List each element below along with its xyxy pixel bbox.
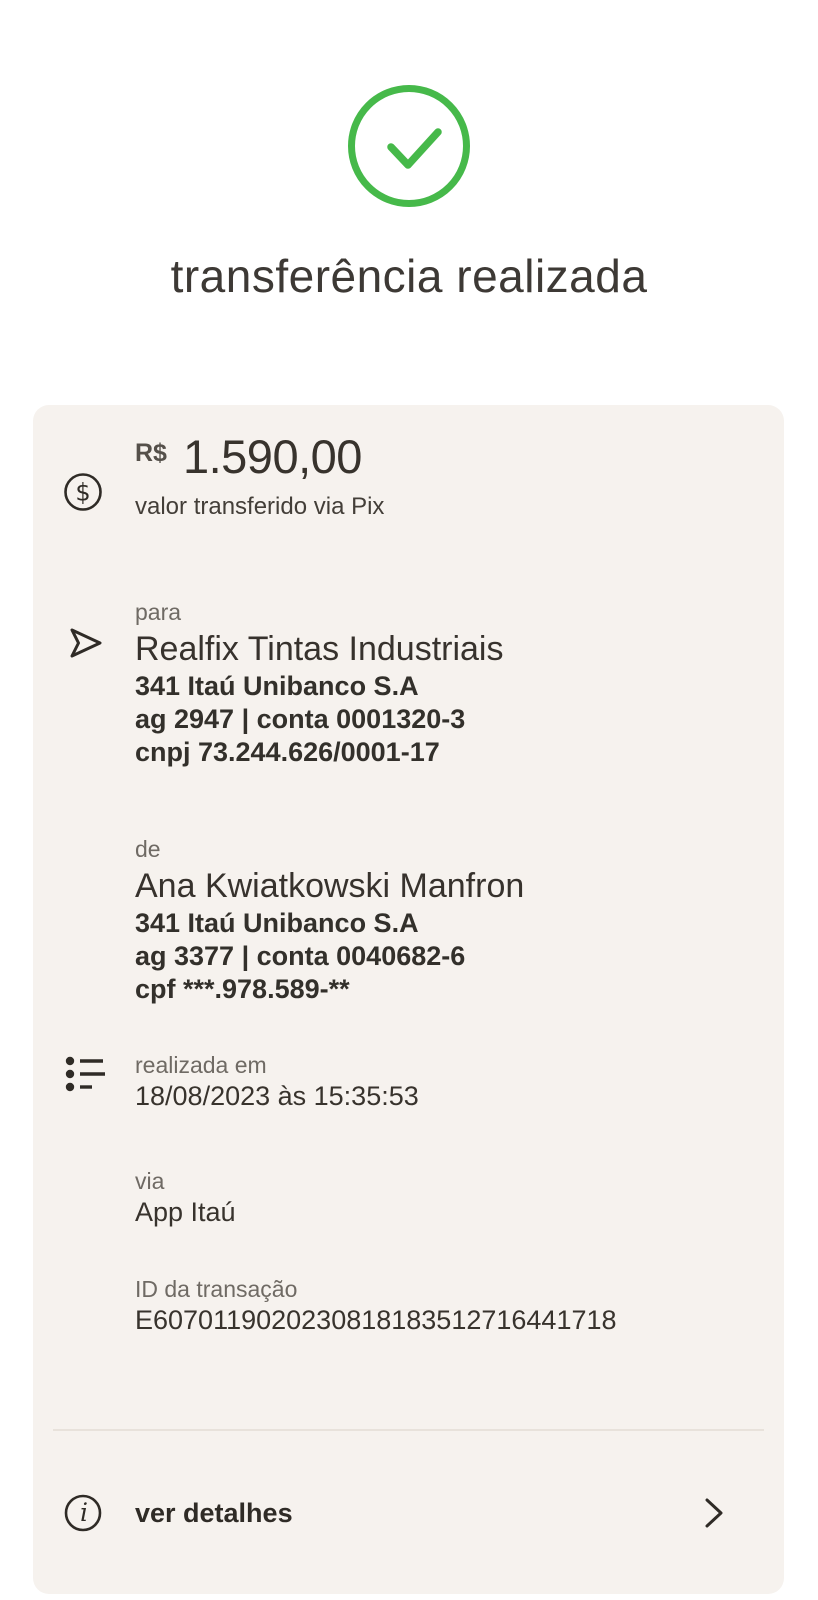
sender-account: ag 3377 | conta 0040682-6 — [135, 941, 466, 971]
currency-label: R$ — [135, 439, 167, 467]
recipient-label: para — [135, 599, 182, 625]
view-details-button[interactable] — [63, 1481, 754, 1545]
sender-name: Ana Kwiatkowski Manfron — [135, 867, 525, 905]
datetime-label: realizada em — [135, 1052, 267, 1078]
sender-document: cpf ***.978.589-** — [135, 974, 350, 1004]
amount-value: 1.590,00 — [182, 430, 362, 483]
recipient-bank: 341 Itaú Unibanco S.A — [135, 671, 419, 701]
info-circle-icon — [63, 1493, 103, 1533]
receipt-card — [33, 405, 784, 1594]
channel-label: via — [135, 1168, 165, 1194]
datetime-value: 18/08/2023 às 15:35:53 — [135, 1081, 419, 1111]
sender-section — [135, 835, 524, 1006]
money-circle-icon — [62, 471, 104, 513]
datetime-section — [135, 1051, 419, 1113]
recipient-name: Realfix Tintas Industriais — [135, 630, 504, 668]
svg-text:i: i — [80, 1498, 88, 1527]
success-check-icon — [347, 84, 471, 208]
page-title: transferência realizada — [170, 250, 648, 302]
view-details-label: ver detalhes — [135, 1497, 293, 1528]
send-plane-icon — [60, 619, 108, 667]
transaction-id-section — [135, 1275, 617, 1337]
recipient-document: cnpj 73.244.626/0001-17 — [135, 737, 440, 767]
bullet-list-icon — [63, 1053, 107, 1097]
channel-section — [135, 1167, 236, 1229]
amount-caption: valor transferido via Pix — [135, 493, 385, 520]
sender-bank: 341 Itaú Unibanco S.A — [135, 908, 419, 938]
sender-label: de — [135, 836, 161, 862]
channel-value: App Itaú — [135, 1197, 236, 1227]
svg-text:$: $ — [75, 478, 91, 507]
transaction-id-label: ID da transação — [135, 1276, 298, 1302]
recipient-account: ag 2947 | conta 0001320-3 — [135, 704, 466, 734]
amount-section — [135, 431, 384, 521]
divider — [53, 1429, 764, 1431]
recipient-section — [135, 598, 504, 769]
chevron-right-icon — [703, 1495, 725, 1531]
transaction-id-value: E6070119020230818183512716441718 — [135, 1305, 617, 1335]
